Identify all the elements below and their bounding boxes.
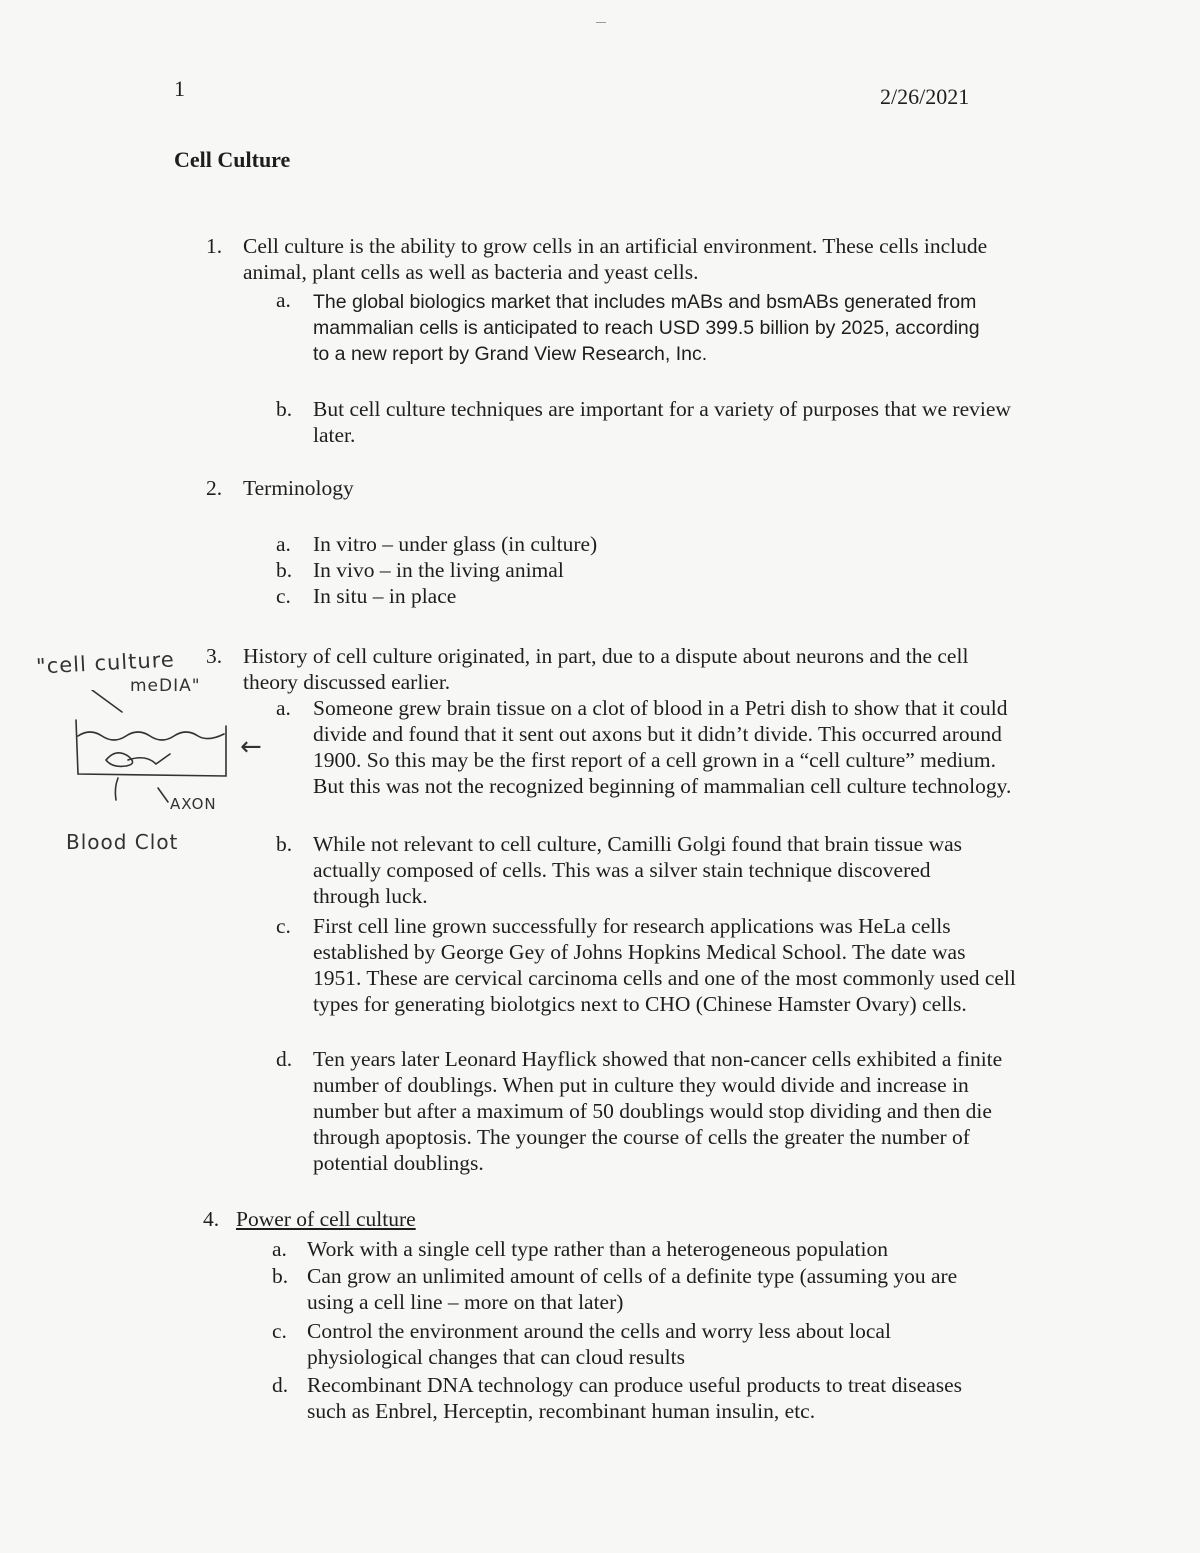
- section-3-item-c-text: First cell line grown successfully for research applications was HeLa cells established by George Gey of Johns Hopkins Medical School. The date was 1951. These are cervical carcinoma cells and one of the most commonly used cell types for generating biolotgics next to CHO (Chinese Hamster Ovary) cells.: [313, 914, 1016, 1016]
- section-4-item-a-label: a.: [272, 1237, 287, 1261]
- handwritten-cell-culture-label: "cell culture: [35, 647, 176, 679]
- section-3-item-d-text: Ten years later Leonard Hayflick showed that non-cancer cells exhibited a finite number of doublings. When put in culture they would divide and increase in number but after a maximum of 50 doublings would stop dividing and then die through apoptosis. The younger the course of cells the greater the number of potential doublings.: [313, 1047, 1003, 1175]
- section-4-item-c-label: c.: [272, 1319, 287, 1343]
- scan-artifact: [596, 22, 606, 23]
- section-3-item-a-label: a.: [276, 696, 291, 720]
- handwritten-axon-label: AXON: [170, 795, 217, 813]
- page-date: 2/26/2021: [880, 84, 970, 109]
- section-2-item-b-label: b.: [276, 558, 293, 582]
- axon-pointer-line: [158, 788, 168, 802]
- media-surface-line: [78, 732, 224, 740]
- clot-pointer-line: [115, 778, 118, 800]
- axon-line: [128, 754, 170, 764]
- section-2-item-a-label: a.: [276, 532, 291, 556]
- section-3-item-b-label: b.: [276, 832, 293, 856]
- section-1-item-b-text: But cell culture techniques are important for a variety of purposes that we review later.: [313, 397, 1011, 447]
- section-2-item-a-text: In vitro – under glass (in culture): [313, 532, 598, 556]
- page-number: 1: [174, 76, 185, 101]
- section-4-item-b-label: b.: [272, 1264, 289, 1288]
- section-1-number: 1.: [206, 234, 223, 258]
- section-3-item-d-label: d.: [276, 1047, 293, 1071]
- section-4-item-c-text: Control the environment around the cells and worry less about local physiological changes that can cloud results: [307, 1319, 891, 1369]
- section-1-text: Cell culture is the ability to grow cells in an artificial environment. These cells include animal, plant cells as well as bacteria and yeast cells.: [243, 234, 988, 284]
- section-4-item-a-text: Work with a single cell type rather than a heterogeneous population: [307, 1237, 888, 1261]
- section-1-item-a-label: a.: [276, 288, 291, 312]
- petri-dish-sketch: [30, 690, 240, 810]
- section-4-number: 4.: [203, 1207, 220, 1231]
- section-3-text: History of cell culture originated, in part, due to a dispute about neurons and the cell theory discussed earlier.: [243, 644, 969, 694]
- dish-outline: [76, 720, 226, 776]
- section-2-number: 2.: [206, 476, 223, 500]
- section-2-item-c-label: c.: [276, 584, 291, 608]
- handwritten-blood-clot-label: Blood Clot: [66, 830, 179, 854]
- section-2-item-c-text: In situ – in place: [313, 584, 457, 608]
- section-4-item-b-text: Can grow an unlimited amount of cells of a definite type (assuming you are using a cell line – more on that later): [307, 1264, 958, 1314]
- section-3-item-a-text: Someone grew brain tissue on a clot of blood in a Petri dish to show that it could divide and found that it sent out axons but it didn’t divide. This occurred around 1900. So this may be the first report of a cell grown in a “cell culture” medium. But this was not the recognized beginning of mammalian cell culture technology.: [313, 696, 1012, 798]
- section-3-number: 3.: [206, 644, 223, 668]
- section-4-item-d-text: Recombinant DNA technology can produce useful products to treat diseases such as Enbrel, Herceptin, recombinant human insulin, etc.: [307, 1373, 962, 1423]
- section-4-item-d-label: d.: [272, 1373, 289, 1397]
- section-2-text: Terminology: [243, 476, 354, 500]
- section-1-item-b-label: b.: [276, 397, 293, 421]
- section-1-item-a-text: The global biologics market that includes mABs and bsmABs generated from mammalian cells is anticipated to reach USD 399.5 billion by 2025, according to a new report by Grand View Research, Inc.: [313, 291, 980, 365]
- section-3-item-c-label: c.: [276, 914, 291, 938]
- document-title: Cell Culture: [174, 147, 291, 172]
- handwritten-media-label: meDIA": [130, 676, 201, 696]
- section-2-item-b-text: In vivo – in the living animal: [313, 558, 564, 582]
- media-pointer-line: [92, 690, 122, 712]
- section-4-text: Power of cell culture: [236, 1207, 416, 1231]
- handwritten-arrow: ←: [240, 732, 262, 762]
- section-3-item-b-text: While not relevant to cell culture, Camilli Golgi found that brain tissue was actually composed of cells. This was a silver stain technique discovered through luck.: [313, 832, 963, 908]
